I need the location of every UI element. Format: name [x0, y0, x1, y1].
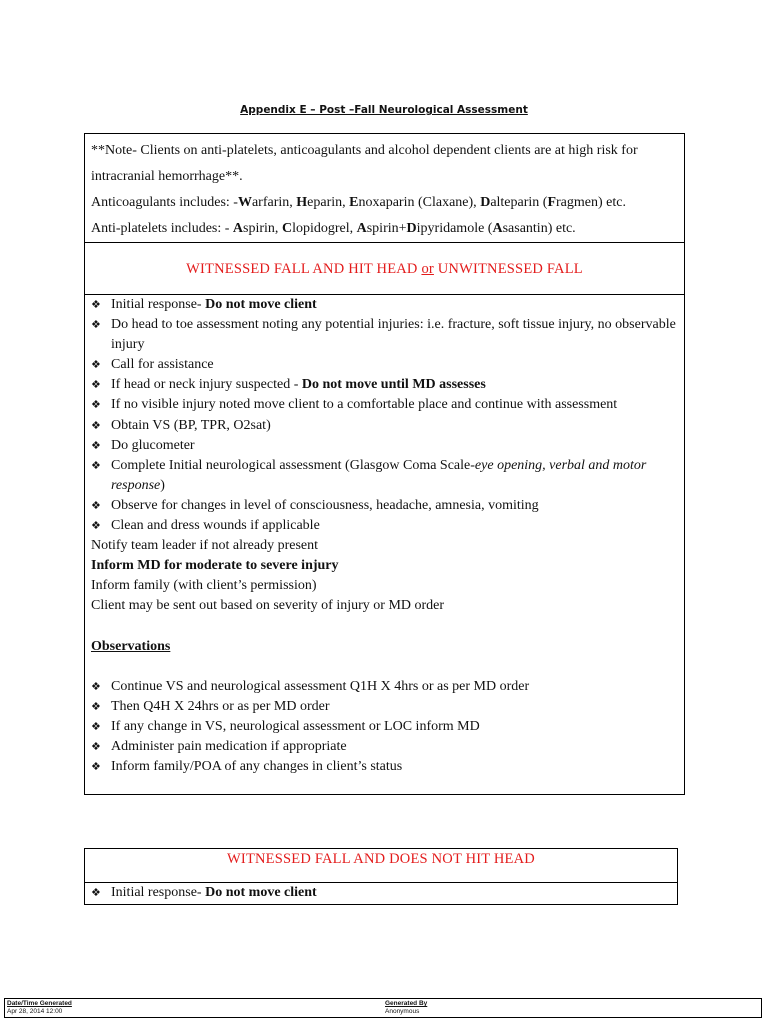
instruction-emphasis: Inform MD for moderate to severe injury — [91, 558, 339, 574]
drug-initial: D — [406, 221, 417, 236]
list-item-text — [111, 677, 678, 697]
list-item — [91, 436, 678, 456]
bullet-diamond-icon: ❖ — [91, 418, 101, 432]
instruction-text: Notify team leader if not already present — [91, 538, 319, 554]
drug-initial: H — [296, 195, 308, 210]
bullet-diamond-icon: ❖ — [91, 298, 101, 311]
drug-initial: A — [492, 221, 503, 236]
item-text: Administer pain medication if appropriate — [111, 738, 347, 754]
generated-by-value: Anonymous — [385, 1008, 420, 1015]
bullet-diamond-icon: ❖ — [91, 699, 101, 713]
bullet-diamond-icon: ❖ — [91, 719, 101, 733]
list-item-text — [111, 355, 678, 375]
page-title: Appendix E – Post –Fall Neurological Assessment — [240, 104, 528, 116]
item-text: Observe for changes in level of consciousness, headache, amnesia, vomiting — [111, 497, 539, 513]
list-item — [91, 456, 678, 496]
generated-by-label: Generated By — [385, 1000, 428, 1007]
bullet-diamond-icon: ❖ — [91, 398, 101, 412]
item-text: Obtain VS (BP, TPR, O2sat) — [111, 417, 271, 433]
list-item-text — [111, 697, 678, 717]
observations-heading: Observations — [91, 638, 171, 654]
anticoagulants-line: Anticoagulants includes: -Warfarin, Heparin, Enoxaparin (Claxane), Dalteparin (Fragmen) etc. — [91, 195, 626, 210]
bullet-diamond-icon: ❖ — [91, 358, 101, 372]
instruction-text: Client may be sent out based on severity of injury or MD order — [91, 598, 445, 614]
list-item — [91, 395, 678, 415]
observations-list — [91, 677, 678, 777]
instruction-lines — [91, 536, 678, 616]
list-item-text — [111, 496, 678, 516]
list-item — [91, 516, 678, 536]
bullet-diamond-icon: ❖ — [91, 458, 101, 472]
drug-name-rest: alteparin ( — [490, 195, 548, 210]
list-item — [91, 717, 678, 737]
list-item-text — [111, 516, 678, 536]
note-box — [84, 133, 685, 243]
drug-name-rest: arfarin, — [251, 195, 297, 210]
antiplatelet-list — [233, 221, 576, 236]
list-item — [91, 355, 678, 375]
drug-name-rest: ragmen) etc. — [556, 195, 626, 210]
list-item-text — [111, 436, 678, 456]
item-text: Do glucometer — [111, 437, 195, 453]
drug-initial: F — [547, 195, 557, 210]
item-italic: eye opening, verbal and motor response — [111, 457, 647, 493]
section-heading-box-2 — [84, 848, 678, 883]
bullet-diamond-icon: ❖ — [91, 318, 101, 332]
drug-name-rest: spirin+ — [366, 221, 407, 236]
bullet-diamond-icon: ❖ — [91, 378, 101, 392]
list-item — [91, 697, 678, 717]
drug-name-rest: noxaparin (Claxane), — [358, 195, 481, 210]
item-text: If head or neck injury suspected - — [111, 377, 302, 393]
drug-initial: D — [480, 195, 491, 210]
list-item — [91, 757, 678, 777]
item-text-end: ) — [160, 477, 165, 493]
section-heading-no-hit: WITNESSED FALL AND DOES NOT HIT HEAD — [227, 851, 535, 867]
bullet-diamond-icon: ❖ — [91, 519, 101, 533]
drug-initial: W — [237, 195, 252, 210]
drug-initial: A — [232, 221, 244, 236]
bullet-diamond-icon: ❖ — [91, 739, 101, 753]
list-item-text — [111, 737, 678, 757]
drug-name-rest: spirin, — [243, 221, 282, 236]
list-item-text — [111, 757, 678, 777]
list-item-text — [111, 717, 678, 737]
item-text: Initial response- — [111, 297, 206, 312]
date-generated-label: Date/Time Generated — [7, 1000, 72, 1007]
item-text: Continue VS and neurological assessment Q1H X 4hrs or as per MD order — [111, 678, 530, 694]
item-emphasis: Do not move until MD assesses — [301, 377, 486, 393]
drug-name-rest: sasantin) etc. — [502, 221, 576, 236]
drug-initial: C — [281, 221, 293, 236]
list-item — [91, 496, 678, 516]
section-heading-box — [84, 242, 685, 295]
drug-name-rest: lopidogrel, — [292, 221, 357, 236]
item-text: If no visible injury noted move client to a comfortable place and continue with assessment — [111, 397, 618, 413]
bullet-diamond-icon: ❖ — [91, 438, 101, 452]
list-item-text — [111, 295, 678, 315]
anticoagulant-list — [238, 195, 626, 210]
report-footer — [4, 998, 762, 1018]
list-item — [91, 295, 678, 315]
drug-name-rest: eparin, — [307, 195, 350, 210]
item-text: Call for assistance — [111, 357, 214, 373]
instruction-text: Inform family (with client’s permission) — [91, 578, 317, 594]
list-item — [91, 416, 678, 436]
antiplatelets-line: Anti-platelets includes: - Aspirin, Clopidogrel, Aspirin+Dipyridamole (Asasantin) etc. — [91, 221, 576, 236]
bullet-diamond-icon: ❖ — [91, 498, 101, 512]
list-item-text — [111, 395, 678, 415]
list-item — [91, 375, 678, 395]
list-item-text — [111, 315, 678, 355]
list-item — [91, 737, 678, 757]
list-item — [91, 315, 678, 355]
item-text: Then Q4H X 24hrs or as per MD order — [111, 698, 330, 714]
section-heading-hit-head: WITNESSED FALL AND HIT HEAD or UNWITNESSED FALL — [186, 261, 583, 277]
instruction-line — [91, 596, 678, 616]
list-item: ❖ Initial response- Do not move client — [91, 883, 671, 903]
list-item-text — [111, 375, 678, 395]
note-text: **Note- Clients on anti-platelets, anticoagulants and alcohol dependent clients are at high risk for intracranial hemorrhage**. — [91, 143, 638, 184]
item-emphasis: Do not move client — [205, 297, 317, 312]
drug-initial: E — [349, 195, 359, 210]
instruction-line — [91, 536, 678, 556]
item-text: Clean and dress wounds if applicable — [111, 518, 320, 534]
list-item-text — [111, 416, 678, 436]
bullet-diamond-icon: ❖ — [91, 679, 101, 693]
bullet-diamond-icon: ❖ — [91, 886, 101, 899]
date-generated-value: Apr 28, 2014 12:00 — [7, 1008, 63, 1015]
instruction-line — [91, 556, 678, 576]
bullet-diamond-icon: ❖ — [91, 759, 101, 773]
item-text: If any change in VS, neurological assessment or LOC inform MD — [111, 718, 480, 734]
list-item — [91, 677, 678, 697]
item-text: Inform family/POA of any changes in client’s status — [111, 758, 403, 774]
section-body-hit-head — [84, 294, 685, 795]
list-item-text — [111, 456, 678, 496]
item-text: Complete Initial neurological assessment (Glasgow Coma Scale- — [111, 457, 475, 473]
instruction-line — [91, 576, 678, 596]
item-text: Do head to toe assessment noting any potential injuries: i.e. fracture, soft tissue injury, no observable injury — [111, 317, 676, 353]
drug-name-rest: ipyridamole ( — [416, 221, 493, 236]
section-body-no-hit — [84, 882, 678, 905]
drug-initial: A — [356, 221, 367, 236]
bullet-list — [91, 295, 678, 536]
